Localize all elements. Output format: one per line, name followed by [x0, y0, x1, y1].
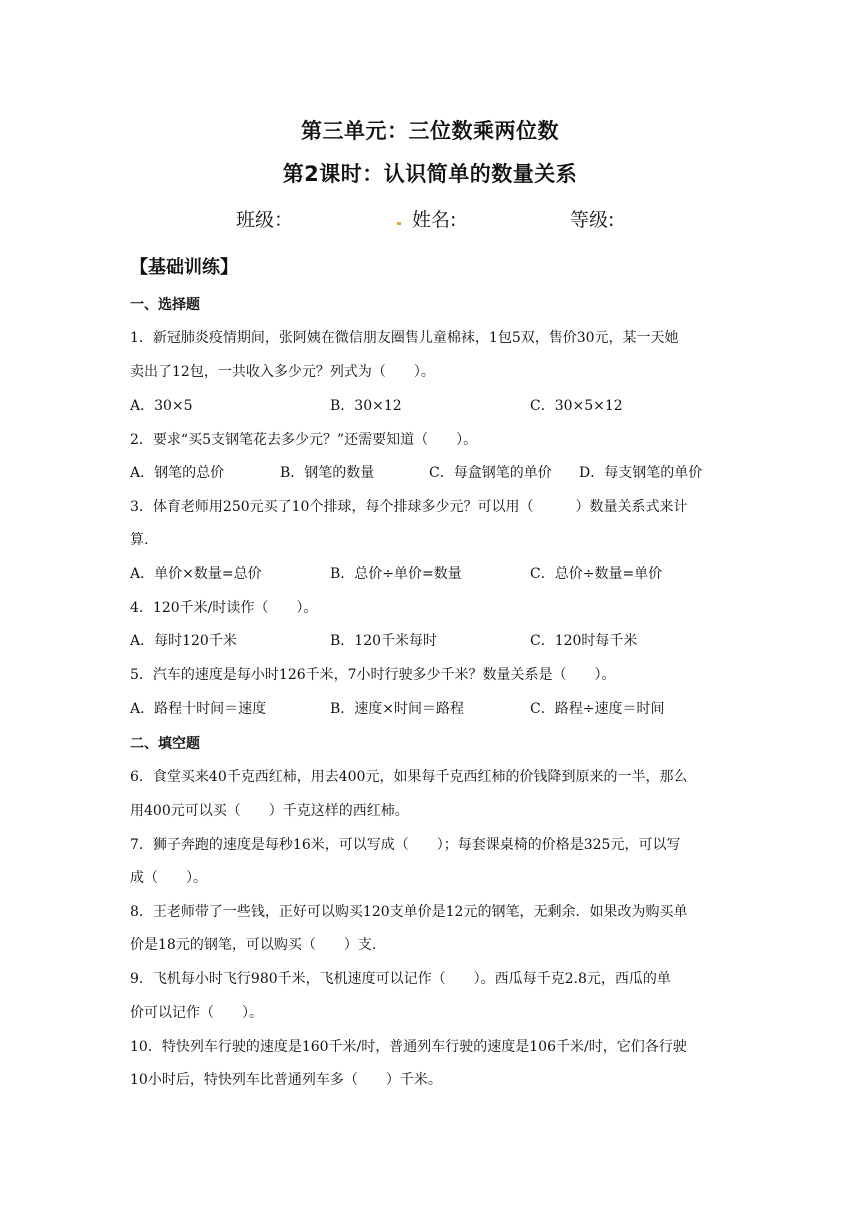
q3-option-b: B．总价÷单价=数量 [330, 566, 462, 582]
q9-line2: 价可以记作（ ）。 [130, 1005, 263, 1021]
q1-line1: 1．新冠肺炎疫情期间，张阿姨在微信朋友圈售儿童棉袜，1包5双，售价30元，某一天她 [130, 330, 679, 346]
q3-line1: 3．体育老师用250元买了10个排球，每个排球多少元？可以用（ ）数量关系式来计 [130, 499, 688, 515]
grade-label: 等级: [570, 209, 615, 231]
q10-line2: 10小时后，特快列车比普通列车多（ ）千米。 [130, 1072, 442, 1088]
q7-line1: 7．狮子奔跑的速度是每秒16米，可以写成（ ）；每套课桌椅的价格是325元，可以写 [130, 837, 681, 853]
q4-option-b: B．120千米每时 [330, 633, 438, 649]
q4-option-c: C．120时每千米 [530, 633, 638, 649]
q1-line2: 卖出了12包，一共收入多少元？列式为（ ）。 [130, 364, 435, 380]
q1-option-c: C．30×5×12 [530, 398, 623, 414]
part2-heading: 二、填空题 [130, 736, 200, 752]
page-subtitle: 第2课时：认识简单的数量关系 [282, 162, 578, 186]
q6-line2: 用400元可以买（ ）千克这样的西红柿。 [130, 803, 409, 819]
q8-line1: 8．王老师带了一些钱，正好可以购买120支单价是12元的钢笔，无剩余．如果改为购买单 [130, 904, 688, 920]
q3-option-c: C．总价÷数量=单价 [530, 566, 663, 582]
section-title: 【基础训练】 [130, 257, 238, 278]
q3-option-a: A．单价×数量=总价 [130, 566, 262, 582]
q4-option-a: A．每时120千米 [130, 633, 237, 649]
q5-line1: 5．汽车的速度是每小时126千米，7小时行驶多少千米？数量关系是（ ）。 [130, 667, 616, 683]
q5-option-c: C．路程÷速度＝时间 [530, 701, 665, 717]
q9-line1: 9．飞机每小时飞行980千米，飞机速度可以记作（ ）。西瓜每千克2.8元，西瓜的单 [130, 971, 671, 987]
q8-line2: 价是18元的钢笔，可以购买（ ）支. [130, 937, 377, 953]
q3-line2: 算. [130, 532, 149, 548]
class-label: 班级： [236, 209, 294, 231]
q2-option-a: A．钢笔的总价 [130, 465, 225, 481]
q6-line1: 6．食堂买来40千克西红柿，用去400元，如果每千克西红柿的价钱降到原来的一半，那么 [130, 769, 688, 785]
q2-option-c: C．每盒钢笔的单价 [429, 465, 552, 481]
name-label: 姓名: [412, 209, 457, 231]
q2-option-d: D．每支钢笔的单价 [579, 465, 703, 481]
blank-mark [397, 222, 401, 225]
q10-line1: 10．特快列车行驶的速度是160千米/时，普通列车行驶的速度是106千米/时，它们各行驶 [130, 1039, 687, 1055]
q1-option-b: B．30×12 [330, 398, 402, 414]
q2-line1: 2．要求“买5支钢笔花去多少元？”还需要知道（ ）。 [130, 432, 478, 448]
q5-option-a: A．路程十时间＝速度 [130, 701, 267, 717]
q5-option-b: B．速度×时间＝路程 [330, 701, 465, 717]
q2-option-b: B．钢笔的数量 [280, 465, 375, 481]
page-title: 第三单元：三位数乘两位数 [301, 119, 559, 143]
part1-heading: 一、选择题 [130, 297, 200, 313]
q7-line2: 成（ ）。 [130, 870, 207, 886]
q4-line1: 4．120千米/时读作（ ）。 [130, 600, 318, 616]
q1-option-a: A．30×5 [130, 398, 193, 414]
